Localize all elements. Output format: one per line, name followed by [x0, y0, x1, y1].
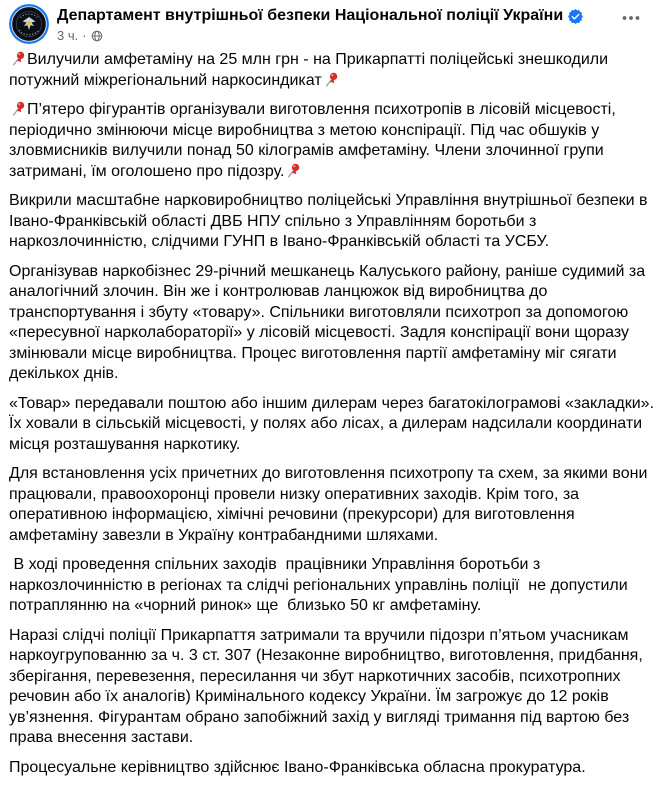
post-header-text: [57, 4, 615, 44]
page-name-link[interactable]: Департамент внутрішньої безпеки Національної поліції України: [57, 7, 564, 24]
post-paragraph: «Товар» передавали поштою або іншим дилерам через багатокілограмові «закладки». Їх ховали в сільській місцевості, у полях або лісах, а дилерам надсилали координати місця розташування наркотику.: [9, 394, 659, 453]
page-avatar[interactable]: [9, 4, 49, 44]
ellipsis-icon: [621, 8, 641, 28]
globe-icon: [91, 30, 103, 42]
post-paragraph: Наразі слідчі поліції Прикарпаття затримали та вручили підозри п’ятьом учасникам наркоугрупованню за ч. 3 ст. 307 (Незаконне виробництво, виготовлення, придбання, зберігання, перевезення, пересилання чи збут наркотичних засобів, психотропних речовин або їх аналогів) Кримінального кодексу України. Їм загрожує до 12 років ув’язнення. Фігурантам обрано запобіжний захід у вигляді тримання під вартою без права внесення застави.: [9, 626, 648, 746]
post-paragraph: Процесуальне керівництво здійснює Івано-Франківська обласна прокуратура.: [9, 758, 586, 776]
post-meta-row: [57, 28, 615, 44]
post-header: [0, 0, 671, 46]
post-body: [0, 46, 671, 788]
post-paragraph: П’ятеро фігурантів організували виготовлення психотропів в лісовій місцевості, періодично змінюючи місце виробництва з метою конспірації. Під час обшуків у зловмисників вилучили понад 50 кілограмів амфетаміну. Члени злочинної групи затримані, їм оголошено про підозру.: [9, 101, 621, 180]
timestamp-link[interactable]: 3 ч.: [57, 28, 79, 43]
post-paragraph: В ході проведення спільних заходів працівники Управління боротьби з наркозлочинністю в регіонах та слідчі регіональних управлінь поліції не допустили потраплянню на «чорний ринок» ще близько 50 кг амфетаміну.: [9, 556, 633, 614]
post-paragraph: Для встановлення усіх причетних до виготовлення психотропу та схем, за якими вони працювали, правоохоронці провели низку оперативних заходів. Крім того, за оперативною інформацією, хімічні речовини (прекурсори) для виготовлення амфетаміну завезли в Україну контрабандними шляхами.: [9, 465, 652, 544]
post-paragraph: Організував наркобізнес 29-річний мешканець Калуського району, раніше судимий за аналогічний злочин. Він же і контролював ланцюжок від виробництва до транспортування і збуту «товару». Спільники виготовляли психотроп за допомогою «пересувної нарколабораторії» у лісовій місцевості. Задля конспірації вони щоразу змінювали місце виробництва. Процес виготовлення партії амфетаміну міг сягати декількох днів.: [9, 262, 650, 382]
police-department-emblem-icon: [9, 4, 49, 44]
post-paragraph: Викрили масштабне нарковиробництво поліцейські Управління внутрішньої безпеки в Івано-Франківській області ДВБ НПУ спільно з Управлінням боротьби з наркозлочинністю, слідчими ГУНП в Івано-Франківській області та УСБУ.: [9, 192, 652, 250]
more-options-button[interactable]: [615, 6, 647, 30]
pushpin-icon: [323, 71, 339, 87]
verified-badge-icon: [568, 9, 583, 24]
pushpin-icon: [10, 100, 26, 116]
post-paragraph: Вилучили амфетаміну на 25 млн грн - на Прикарпатті поліцейські знешкодили потужний міжрегіональний наркосиндикат: [9, 51, 613, 89]
pushpin-icon: [10, 50, 26, 66]
meta-separator: ·: [82, 28, 87, 43]
pushpin-icon: [285, 162, 301, 178]
